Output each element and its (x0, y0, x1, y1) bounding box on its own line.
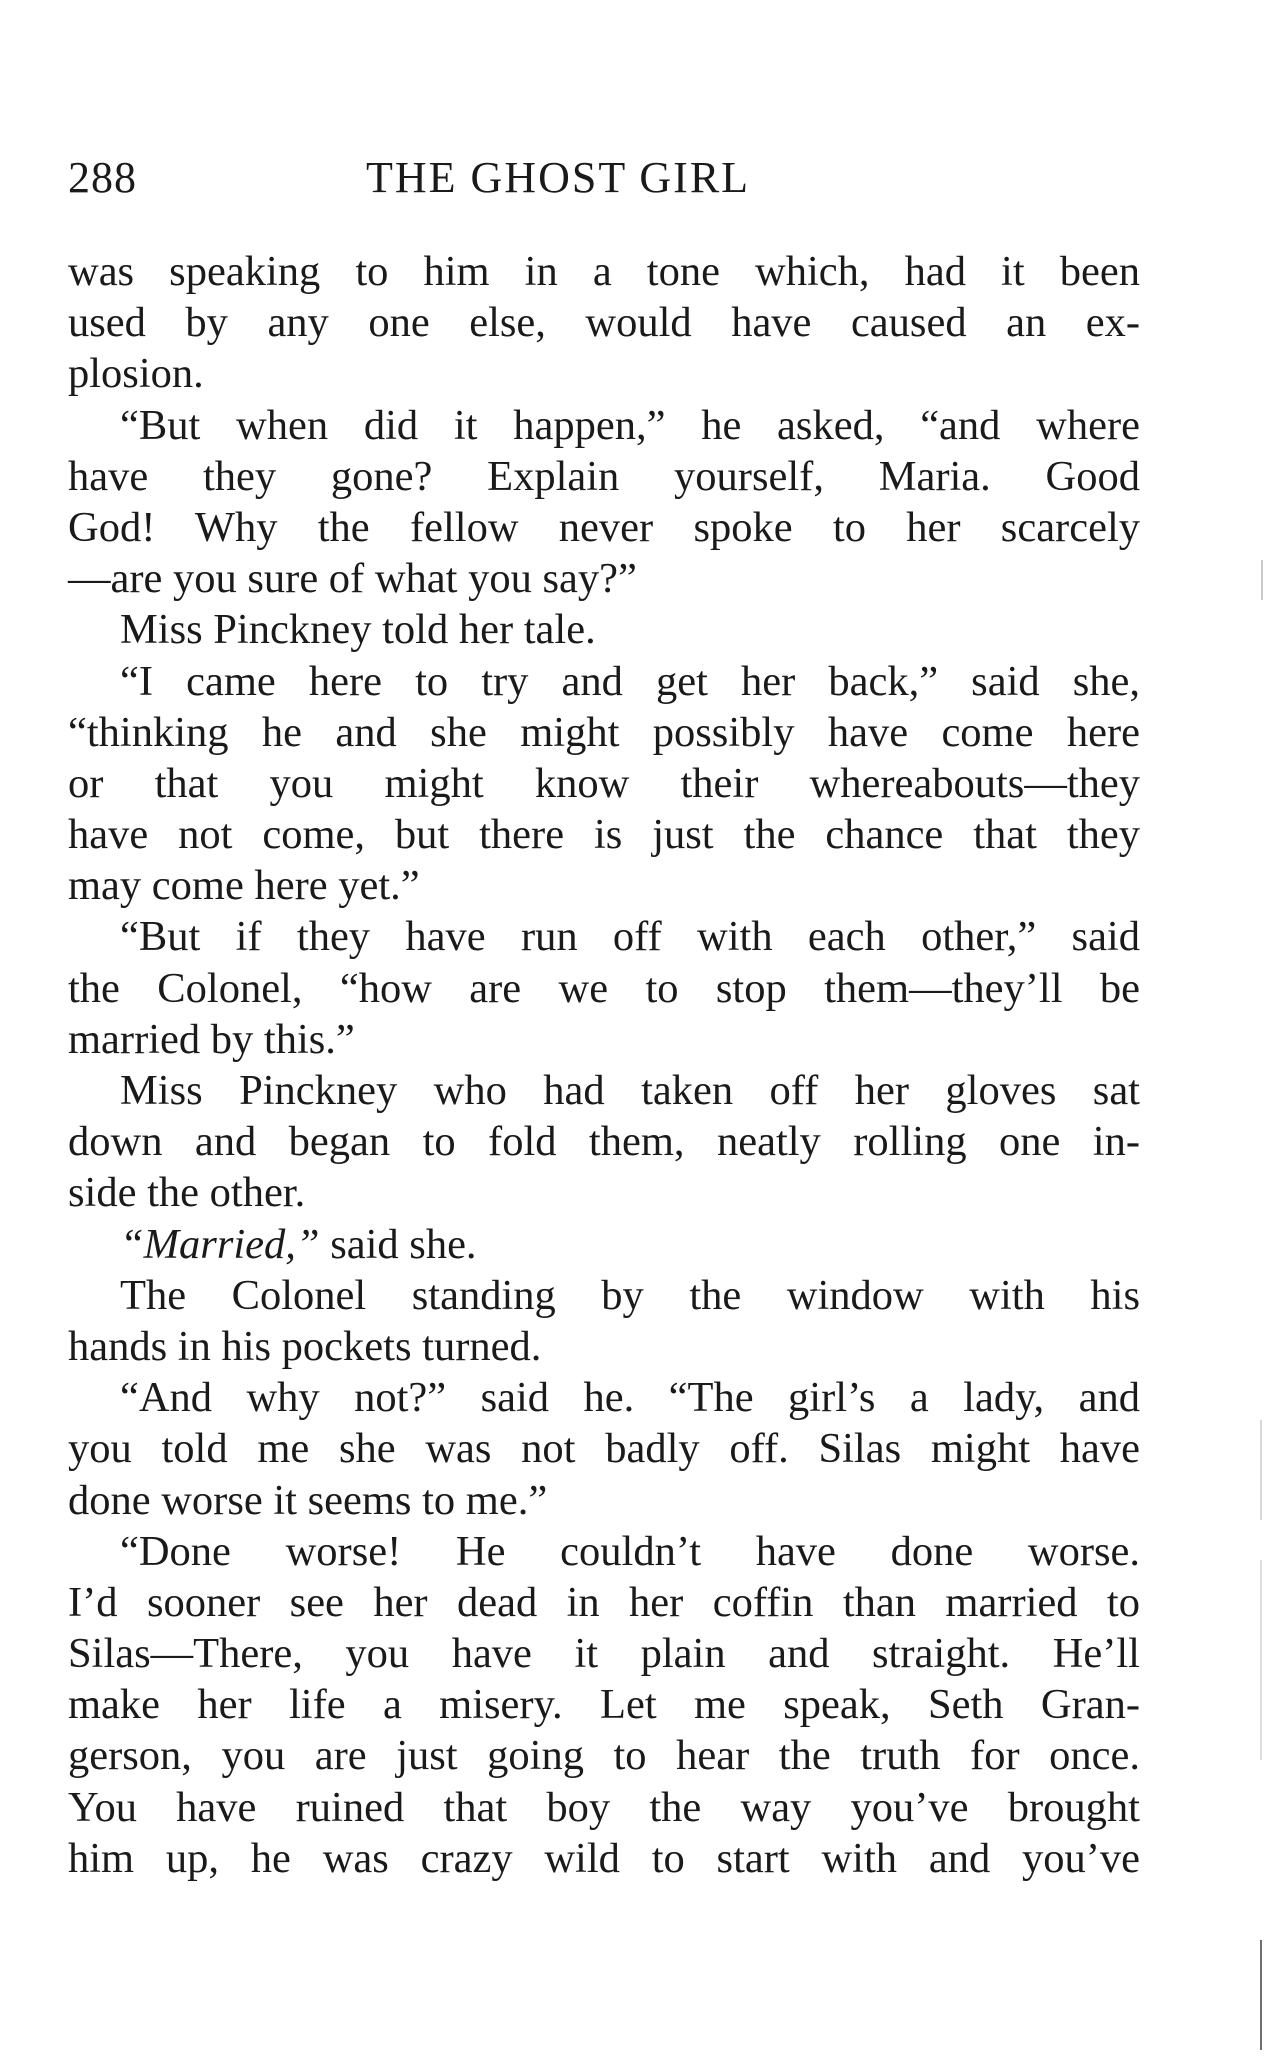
text-line: may come here yet.” (68, 862, 420, 910)
italic-word: “Married,” (120, 1220, 320, 1268)
scan-edge-marks (1217, 0, 1277, 2062)
text-line: married by this.” (68, 1015, 355, 1063)
text-line: —are you sure of what you say?” (68, 555, 637, 603)
text-line: hands in his pockets turned. (68, 1322, 542, 1370)
page-number: 288 (68, 153, 137, 202)
text-line-married (68, 1219, 1140, 1270)
text-line: make her life a misery. Let me speak, Seth Gran- (68, 1681, 1140, 1729)
page-header (68, 148, 1140, 208)
text-line: the Colonel, “how are we to stop them—they’ll be (68, 964, 1140, 1012)
running-head: THE GHOST GIRL (366, 153, 751, 202)
text-line: Miss Pinckney who had taken off her gloves sat (120, 1067, 1140, 1114)
text-line: done worse it seems to me.” (68, 1476, 548, 1524)
text-line: you told me she was not badly off. Silas might have (68, 1425, 1140, 1473)
text-line: God! Why the fellow never spoke to her scarcely (68, 503, 1140, 551)
text-line: Silas—There, you have it plain and straight. He’ll (68, 1630, 1140, 1678)
text-line: You have ruined that boy the way you’ve brought (68, 1783, 1140, 1831)
text-line: or that you might know their whereabouts—they (68, 759, 1140, 807)
text-line: “But when did it happen,” he asked, “and where (120, 401, 1140, 449)
text-line: him up, he was crazy wild to start with and you’ve (68, 1834, 1140, 1882)
text-line: have not come, but there is just the chance that they (68, 811, 1140, 859)
text-line: gerson, you are just going to hear the truth for once. (68, 1732, 1140, 1780)
text-line: “I came here to try and get her back,” said she, (120, 657, 1140, 705)
text-line: “But if they have run off with each other,” said (120, 913, 1140, 961)
text-line: was speaking to him in a tone which, had it been (68, 248, 1140, 295)
text-line: Miss Pinckney told her tale. (120, 606, 596, 654)
text-line: I’d sooner see her dead in her coffin than married to (68, 1578, 1140, 1626)
text-line: “Done worse! He couldn’t have done worse. (120, 1527, 1140, 1575)
text-line: used by any one else, would have caused an ex- (68, 299, 1140, 347)
text-line: down and began to fold them, neatly rolling one in- (68, 1118, 1140, 1166)
text-line: side the other. (68, 1169, 306, 1217)
text-fragment: said she. (319, 1220, 477, 1268)
text-line: plosion. (68, 350, 204, 398)
text-line: have they gone? Explain yourself, Maria. Good (68, 452, 1140, 500)
text-line: “thinking he and she might possibly have come here (68, 708, 1140, 756)
text-line: “And why not?” said he. “The girl’s a lady, and (120, 1374, 1140, 1422)
body-text (68, 246, 1140, 1884)
text-line: The Colonel standing by the window with his (120, 1271, 1140, 1319)
